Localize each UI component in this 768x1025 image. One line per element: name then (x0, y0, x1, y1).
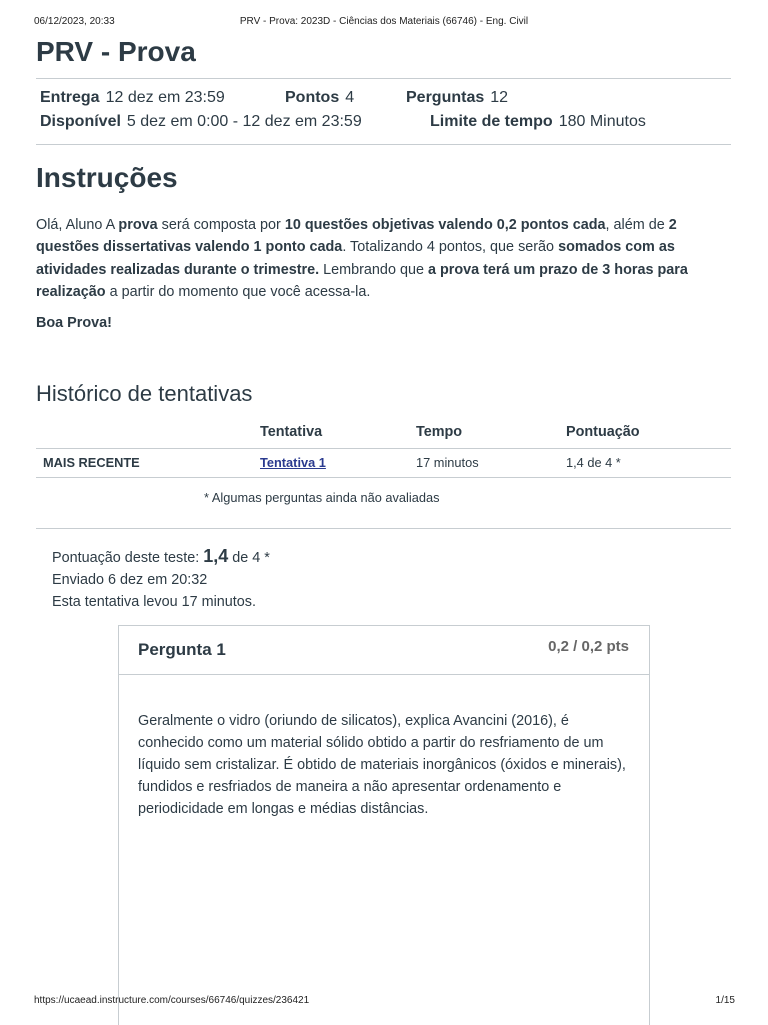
ungraded-note: * Algumas perguntas ainda não avaliadas (204, 490, 440, 505)
submitted-line: Enviado 6 dez em 20:32 (52, 572, 208, 588)
entrega-label: Entrega (40, 89, 100, 106)
table-divider (36, 477, 731, 478)
question-points: 0,2 / 0,2 pts (548, 638, 629, 655)
limite-label: Limite de tempo (430, 113, 553, 130)
attempt-time: 17 minutos (416, 455, 479, 470)
pontos-label: Pontos (285, 89, 340, 106)
col-header-time: Tempo (416, 424, 463, 440)
quiz-score-value: 1,4 (203, 546, 229, 566)
disponivel-value: 5 dez em 0:00 - 12 dez em 23:59 (126, 113, 362, 130)
print-title: PRV - Prova: 2023D - Ciências dos Materiais (66746) - Eng. Civil (239, 16, 529, 27)
print-page-number: 1/15 (715, 995, 735, 1006)
limite-value: 180 Minutos (558, 113, 646, 130)
disponivel-label: Disponível (40, 113, 121, 130)
question-header (119, 626, 649, 675)
perguntas-label: Perguntas (406, 89, 485, 106)
question-title: Pergunta 1 (138, 640, 226, 659)
quiz-score-line: Pontuação deste teste: 1,4 de 4 * (52, 546, 270, 566)
row-label: MAIS RECENTE (43, 455, 140, 470)
divider (36, 78, 731, 79)
entrega-value: 12 dez em 23:59 (105, 89, 225, 106)
col-header-score: Pontuação (566, 424, 640, 440)
divider (36, 144, 731, 145)
pontos-field (285, 89, 354, 107)
divider (36, 528, 731, 529)
duration-line: Esta tentativa levou 17 minutos. (52, 594, 256, 610)
question-text: Geralmente o vidro (oriundo de silicatos), explica Avancini (2016), é conhecido como um material sólido obtido a partir do resfriamento de um líquido sem cristalizar. É obtido de materiais inorgânicos (óxidos e minerais), fundidos e resfriados de maneira a não apresentar ordenamento e periodicidade em longas e médias distâncias. (138, 713, 626, 817)
print-url: https://ucaead.instructure.com/courses/66746/quizzes/236421 (34, 995, 310, 1006)
col-header-attempt: Tentativa (260, 424, 323, 440)
disponivel-field (40, 113, 362, 131)
instructions-heading: Instruções (36, 162, 178, 193)
perguntas-value: 12 (490, 89, 509, 106)
print-date: 06/12/2023, 20:33 (34, 16, 115, 27)
good-luck-text: Boa Prova! (36, 315, 112, 331)
entrega-field (40, 89, 225, 107)
page-title: PRV - Prova (36, 36, 196, 67)
pontos-value: 4 (345, 89, 355, 106)
history-heading: Histórico de tentativas (36, 381, 253, 406)
attempt-score: 1,4 de 4 * (566, 455, 621, 470)
attempt-link[interactable]: Tentativa 1 (260, 455, 326, 470)
table-divider (36, 448, 731, 449)
attempt-summary (52, 545, 270, 613)
limite-field (430, 113, 646, 131)
question-card (118, 625, 650, 1025)
perguntas-field (406, 89, 508, 107)
instructions-text: Olá, Aluno A prova será composta por 10 questões objetivas valendo 0,2 pontos cada, além de 2 questões dissertativas valendo 1 ponto cada. Totalizando 4 pontos, que serão somados com as atividades realizadas durante o trimestre. Lembrando que a prova terá um prazo de 3 horas para realização a partir do momento que você acessa-la. (36, 217, 688, 301)
